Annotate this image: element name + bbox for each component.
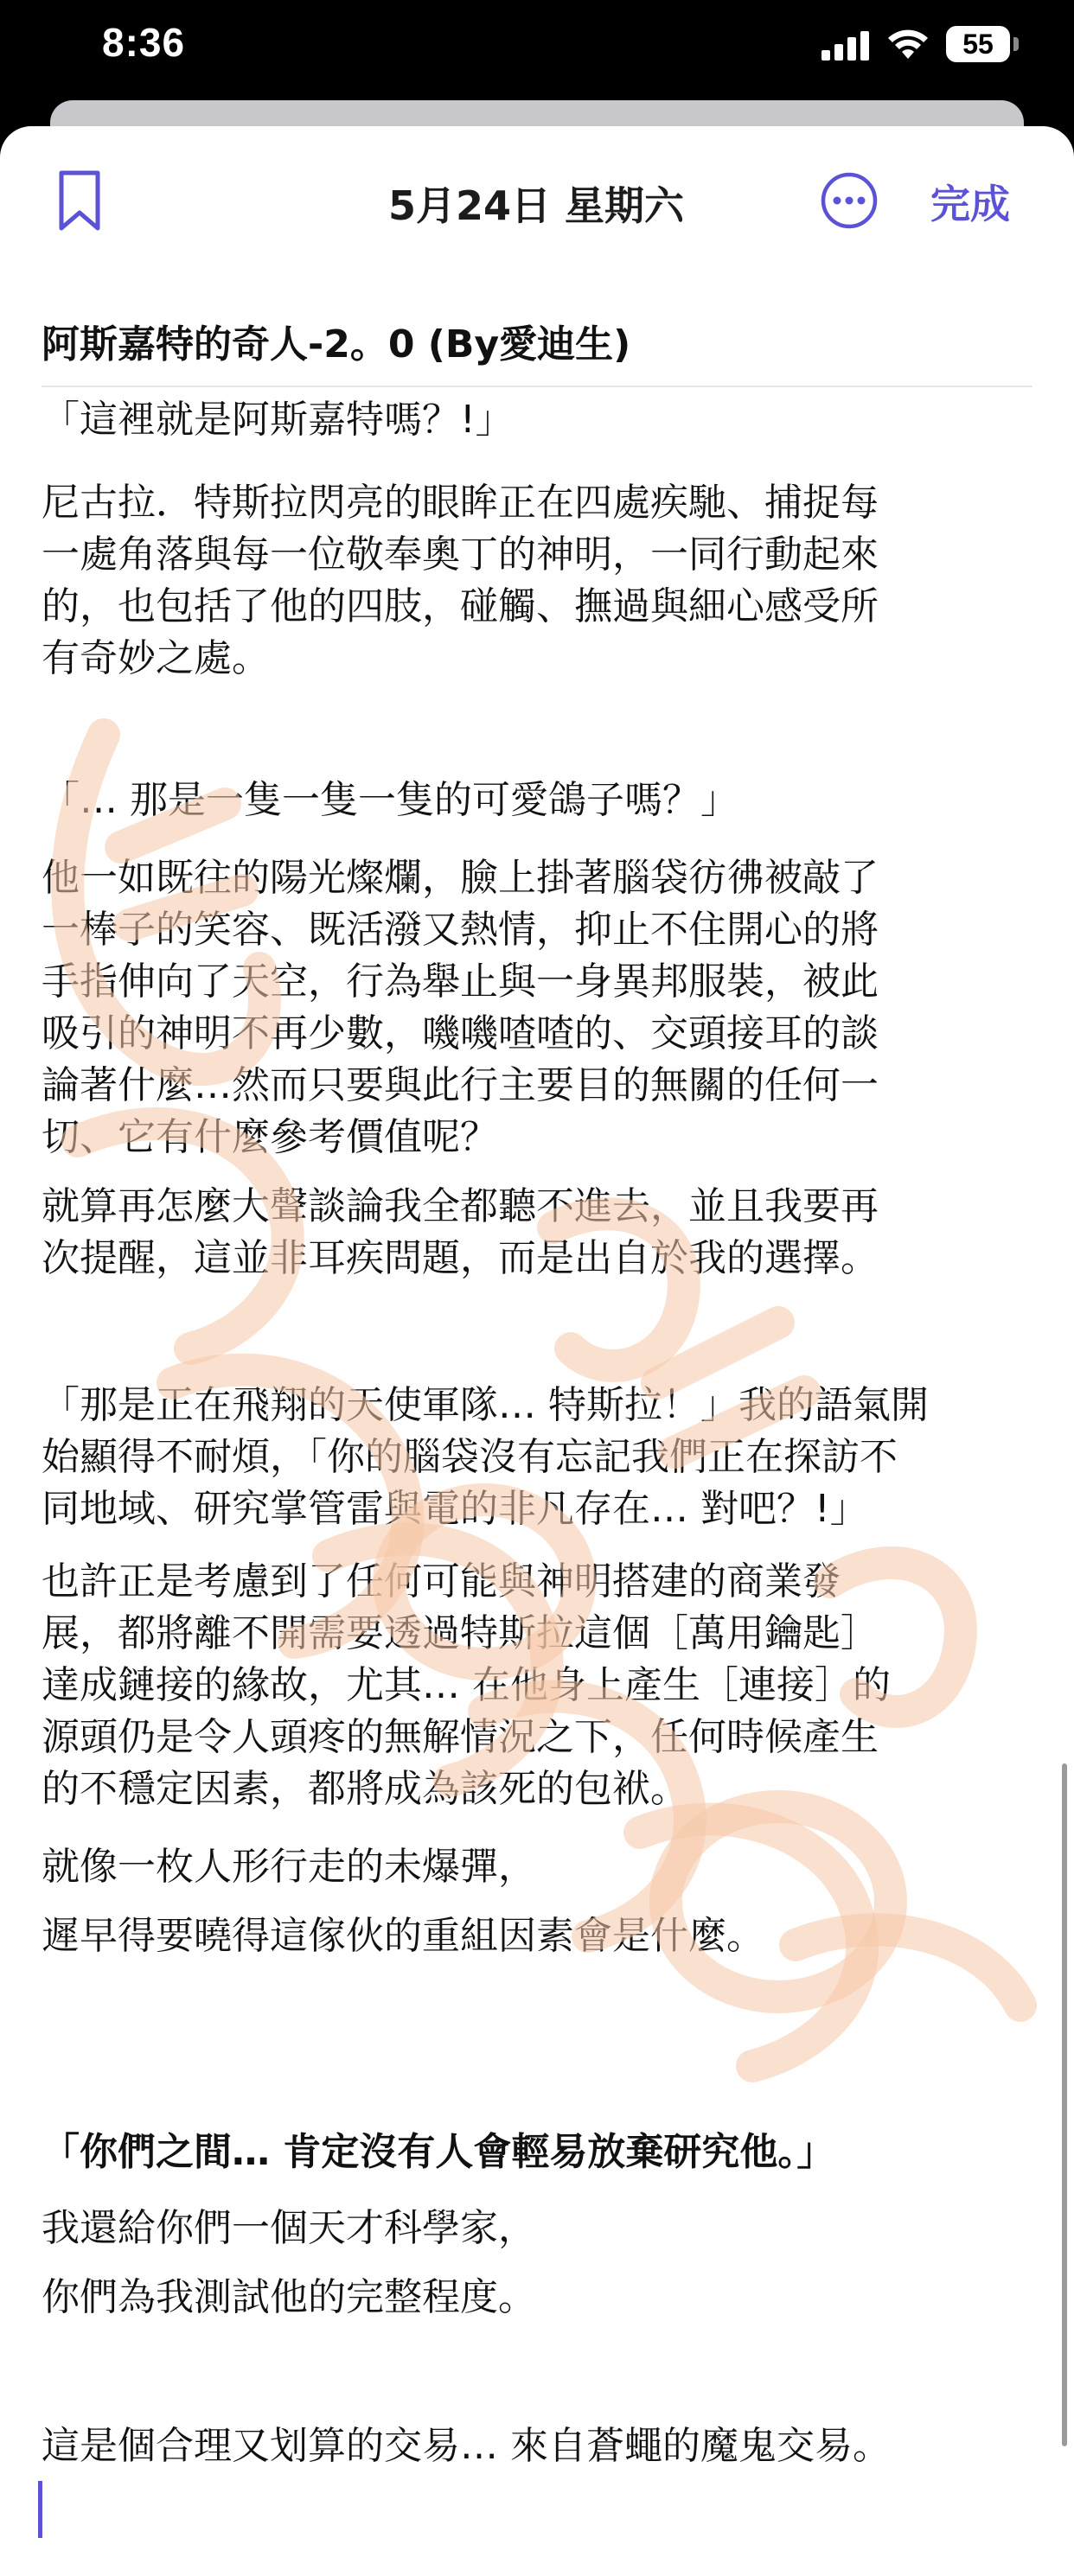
note-line[interactable]: 達成鏈接的緣故，尤其… 在他身上產生［連接］的	[42, 1663, 891, 1707]
note-line[interactable]: 始顯得不耐煩，「你的腦袋沒有忘記我們正在探訪不	[42, 1435, 898, 1479]
note-line[interactable]: 有奇妙之處。	[42, 636, 270, 680]
note-title: 阿斯嘉特的奇人-2。0 (By愛迪生)	[42, 322, 631, 367]
note-line[interactable]: 源頭仍是令人頭疼的無解情況之下，任何時候產生	[42, 1715, 879, 1759]
note-line[interactable]: 一處角落與每一位敬奉奧丁的神明，一同行動起來	[42, 532, 879, 577]
note-line[interactable]: 吸引的神明不再少數，嘰嘰喳喳的、交頭接耳的談	[42, 1011, 879, 1055]
note-line[interactable]: 也許正是考慮到了任何可能與神明搭建的商業發	[42, 1559, 841, 1604]
note-line-bold[interactable]: 「你們之間… 肯定沒有人會輕易放棄研究他。」	[42, 2130, 835, 2174]
bookmark-icon[interactable]	[57, 169, 102, 232]
battery-level: 55	[946, 26, 1010, 62]
note-line[interactable]: 「那是正在飛翔的天使軍隊… 特斯拉！」我的語氣開	[42, 1383, 929, 1427]
wifi-icon	[885, 26, 930, 61]
status-bar	[0, 0, 1074, 95]
note-line[interactable]: 展，都將離不開需要透過特斯拉這個［萬用鑰匙］	[42, 1611, 879, 1655]
note-line[interactable]: 「這裡就是阿斯嘉特嗎？!」	[42, 398, 514, 442]
note-line[interactable]: 我還給你們一個天才科學家，	[42, 2206, 536, 2250]
note-line[interactable]: 他一如既往的陽光燦爛，臉上掛著腦袋彷彿被敲了	[42, 856, 879, 900]
scroll-indicator[interactable]	[1062, 1763, 1067, 2446]
note-line[interactable]: 同地域、研究掌管雷與電的非凡存在… 對吧？!」	[42, 1487, 868, 1531]
text-cursor	[38, 2481, 42, 2538]
note-line[interactable]: 這是個合理又划算的交易… 來自蒼蠅的魔鬼交易。	[42, 2424, 891, 2468]
note-line[interactable]: 就算再怎麼大聲談論我全都聽不進去，並且我要再	[42, 1184, 879, 1228]
battery-tip	[1013, 37, 1019, 51]
note-line[interactable]: 就像一枚人形行走的未爆彈，	[42, 1845, 536, 1889]
cellular-signal-icon	[821, 31, 870, 61]
note-line[interactable]: 一棒子的笑容、既活潑又熱情，抑止不住開心的將	[42, 908, 879, 952]
status-time: 8:36	[102, 20, 186, 65]
note-line[interactable]: 手指伸向了天空，行為舉止與一身異邦服裝，被此	[42, 960, 879, 1004]
note-line[interactable]: 次提醒，這並非耳疾問題，而是出自於我的選擇。	[42, 1236, 879, 1280]
note-line[interactable]: 遲早得要曉得這傢伙的重組因素會是什麼。	[42, 1914, 764, 1958]
note-line[interactable]: 的不穩定因素，都將成為該死的包袱。	[42, 1767, 688, 1811]
battery-indicator	[946, 26, 1020, 62]
note-line[interactable]: 論著什麼…然而只要與此行主要目的無關的任何一	[42, 1063, 879, 1107]
date-title: 5月24日 星期六	[387, 182, 685, 229]
title-divider	[42, 386, 1032, 387]
note-line[interactable]: 「… 那是一隻一隻一隻的可愛鴿子嗎？」	[42, 778, 738, 822]
done-button[interactable]: 完成	[930, 181, 1010, 227]
note-line[interactable]: 切、它有什麼參考價值呢？	[42, 1115, 498, 1159]
note-line[interactable]: 你們為我測試他的完整程度。	[42, 2275, 536, 2319]
note-line[interactable]: 尼古拉．特斯拉閃亮的眼眸正在四處疾馳、捕捉每	[42, 481, 879, 525]
ellipsis-circle-icon[interactable]	[820, 171, 879, 230]
note-line[interactable]: 的，也包括了他的四肢，碰觸、撫過與細心感受所	[42, 584, 879, 628]
